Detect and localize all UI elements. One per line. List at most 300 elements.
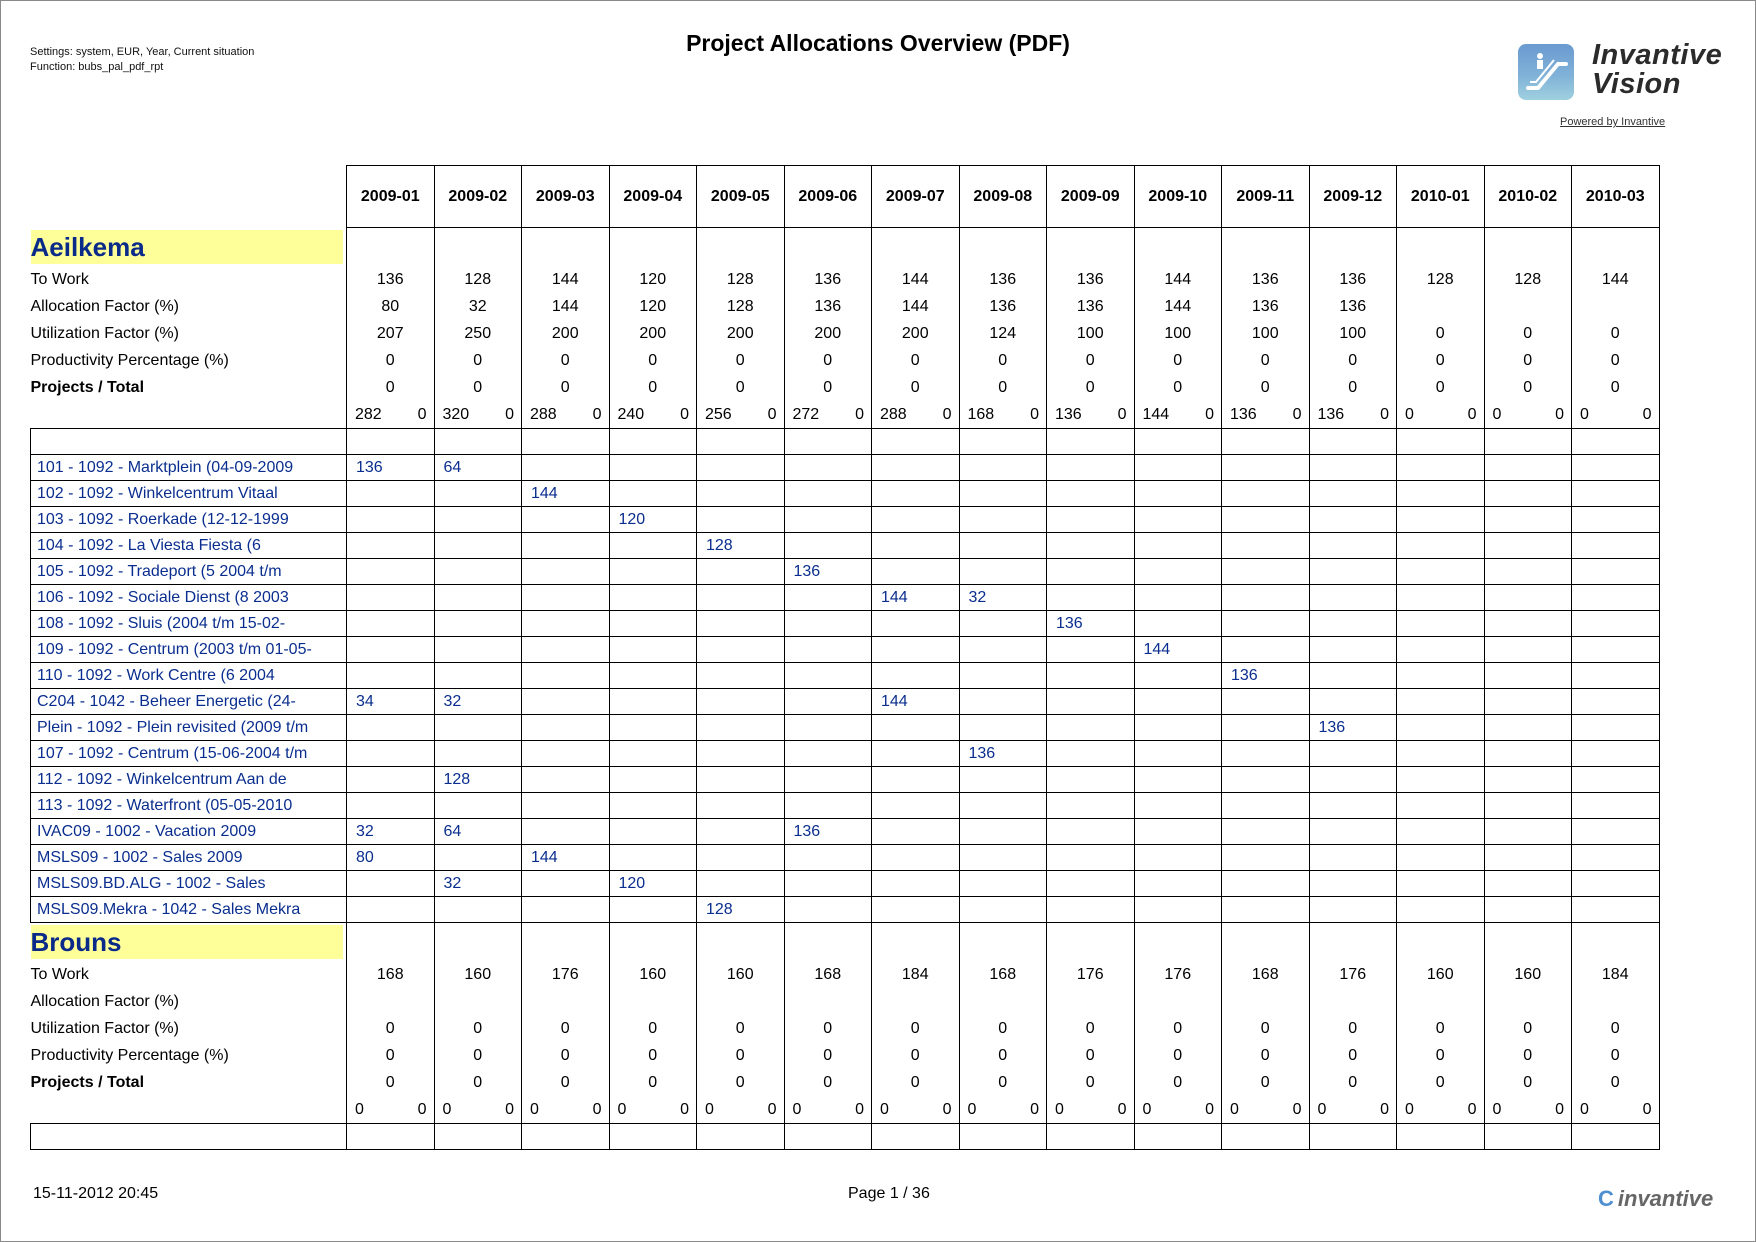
metric-value: 120 (639, 271, 667, 288)
metric-value: 100 (1251, 325, 1279, 342)
allocation-value (522, 533, 610, 559)
metric-value: 136 (1339, 298, 1367, 315)
allocation-value (609, 481, 697, 507)
project-label[interactable]: 113 - 1092 - Waterfront (05-05-2010 (31, 793, 347, 819)
allocation-value (1134, 897, 1222, 923)
project-row[interactable] (31, 663, 1660, 689)
allocation-value (1484, 663, 1572, 689)
metric-value: 0 (560, 1020, 570, 1037)
total-hours: 136 (1055, 406, 1082, 423)
project-label[interactable]: 103 - 1092 - Roerkade (12-12-1999 (31, 507, 347, 533)
metric-value: 0 (560, 1047, 570, 1064)
empty-cell (1309, 1124, 1397, 1150)
metric-labels (31, 264, 347, 401)
metric-value: 200 (901, 325, 929, 342)
project-row[interactable] (31, 455, 1660, 481)
total-hours: 0 (1142, 1101, 1152, 1118)
allocation-value (1397, 533, 1485, 559)
allocation-value (1572, 481, 1660, 507)
metric-values-cell (697, 923, 785, 1124)
month-header: 2009-12 (1309, 166, 1397, 228)
allocation-value (1309, 585, 1397, 611)
total-other: 0 (855, 1101, 864, 1118)
allocation-value (1134, 533, 1222, 559)
allocation-value (872, 637, 960, 663)
allocation-value: 128 (434, 767, 522, 793)
total-pair (435, 401, 522, 428)
total-hours: 0 (1580, 1101, 1589, 1118)
allocation-value (347, 871, 435, 897)
metric-value (1397, 988, 1484, 1015)
metric-value: 0 (1523, 1047, 1533, 1064)
allocation-value (1047, 845, 1135, 871)
metric-value: 160 (1514, 966, 1542, 983)
allocation-value (1047, 793, 1135, 819)
allocation-value (1484, 767, 1572, 793)
metric-values-cell (347, 923, 435, 1124)
project-row[interactable] (31, 897, 1660, 923)
allocation-value (1484, 715, 1572, 741)
allocation-value: 32 (434, 871, 522, 897)
metric-value: 144 (551, 298, 579, 315)
metric-value: 200 (551, 325, 579, 342)
project-label[interactable]: 106 - 1092 - Sociale Dienst (8 2003 (31, 585, 347, 611)
metric-value (1135, 988, 1222, 1015)
project-label[interactable]: 105 - 1092 - Tradeport (5 2004 t/m (31, 559, 347, 585)
metric-value: 0 (1260, 1047, 1270, 1064)
metric-value: 0 (1523, 1020, 1533, 1037)
allocation-value (434, 793, 522, 819)
month-header: 2010-03 (1572, 166, 1660, 228)
allocation-value (697, 819, 785, 845)
project-row[interactable] (31, 819, 1660, 845)
empty-cell (784, 429, 872, 455)
allocation-value (1047, 871, 1135, 897)
allocation-value (959, 793, 1047, 819)
allocation-value (522, 793, 610, 819)
metric-value: 0 (1173, 1020, 1183, 1037)
allocation-value (347, 637, 435, 663)
metric-value: 0 (1610, 1074, 1620, 1091)
allocation-value: 144 (1134, 637, 1222, 663)
metric-value (1222, 988, 1309, 1015)
metric-value: 0 (998, 352, 1008, 369)
allocation-value (784, 481, 872, 507)
metric-values-cell (434, 228, 522, 429)
metric-values (1222, 228, 1309, 428)
allocation-value (522, 507, 610, 533)
allocation-value (1134, 585, 1222, 611)
metric-value: 0 (1173, 352, 1183, 369)
project-row[interactable] (31, 481, 1660, 507)
allocation-value (872, 715, 960, 741)
allocation-value (697, 715, 785, 741)
metric-value: 0 (1260, 379, 1270, 396)
metric-value (1397, 293, 1484, 320)
allocation-value (697, 455, 785, 481)
allocation-value (1397, 871, 1485, 897)
logo-wordmark: Invantive Vision (1592, 39, 1723, 100)
empty-cell (1572, 1124, 1660, 1150)
allocation-value (872, 767, 960, 793)
total-pair (1135, 401, 1222, 428)
allocation-value (1134, 455, 1222, 481)
total-other: 0 (1030, 1101, 1039, 1118)
metric-values-cell (347, 228, 435, 429)
metric-value: 124 (989, 325, 1017, 342)
metric-value: 0 (1523, 379, 1533, 396)
metric-value: 0 (1610, 352, 1620, 369)
metric-value: 200 (814, 325, 842, 342)
project-label[interactable]: C204 - 1042 - Beheer Energetic (24- (31, 689, 347, 715)
allocation-value (784, 689, 872, 715)
metric-value: 0 (998, 1020, 1008, 1037)
project-row[interactable] (31, 741, 1660, 767)
allocation-value (522, 585, 610, 611)
metric-values (610, 923, 697, 1123)
allocation-value (1397, 741, 1485, 767)
allocation-value: 144 (522, 845, 610, 871)
allocation-value (1572, 507, 1660, 533)
metric-value: 0 (385, 352, 395, 369)
project-label[interactable]: 109 - 1092 - Centrum (2003 t/m 01-05- (31, 637, 347, 663)
total-hours: 168 (967, 406, 995, 423)
allocation-value (1397, 715, 1485, 741)
allocation-value (1484, 819, 1572, 845)
metric-values-cell (959, 228, 1047, 429)
allocation-value (872, 507, 960, 533)
metric-value: 128 (1514, 271, 1542, 288)
metric-value: 0 (1260, 352, 1270, 369)
empty-cell (1397, 429, 1485, 455)
project-row[interactable] (31, 611, 1660, 637)
project-row[interactable] (31, 871, 1660, 897)
allocation-value (522, 689, 610, 715)
month-header: 2009-07 (872, 166, 960, 228)
allocation-value (609, 637, 697, 663)
empty-cell (1309, 429, 1397, 455)
allocation-value (434, 585, 522, 611)
allocation-value (347, 793, 435, 819)
allocation-value (1572, 533, 1660, 559)
metric-value: 0 (473, 379, 483, 396)
metric-value: 0 (385, 1074, 395, 1091)
project-row[interactable] (31, 533, 1660, 559)
total-other: 0 (942, 1101, 952, 1118)
allocation-value: 32 (434, 689, 522, 715)
metric-value: 176 (551, 966, 579, 983)
allocation-value (1134, 741, 1222, 767)
metric-values-cell (872, 923, 960, 1124)
allocation-value (347, 897, 435, 923)
metric-value: 128 (726, 298, 754, 315)
month-header: 2009-05 (697, 166, 785, 228)
project-label[interactable]: MSLS09.Mekra - 1042 - Sales Mekra (31, 897, 347, 923)
allocation-value (1309, 897, 1397, 923)
allocation-value (784, 533, 872, 559)
metric-values-cell (784, 923, 872, 1124)
metric-value: 0 (560, 1074, 570, 1091)
total-pair (610, 1096, 697, 1123)
allocation-value (1222, 507, 1310, 533)
allocation-value (1134, 611, 1222, 637)
allocation-value (1484, 689, 1572, 715)
escalator-icon (1518, 44, 1574, 100)
project-row[interactable] (31, 507, 1660, 533)
total-pair (960, 1096, 1047, 1123)
allocation-value (872, 793, 960, 819)
invantive-vision-logo (1518, 39, 1727, 100)
allocation-value (347, 767, 435, 793)
metric-label: To Work (30, 270, 89, 288)
project-label[interactable]: 107 - 1092 - Centrum (15-06-2004 t/m (31, 741, 347, 767)
allocation-value (522, 611, 610, 637)
allocation-value (1222, 455, 1310, 481)
metric-values-cell (1397, 228, 1485, 429)
total-pair (785, 1096, 872, 1123)
total-other: 0 (592, 406, 602, 423)
total-other: 0 (1380, 406, 1389, 423)
project-row[interactable] (31, 689, 1660, 715)
allocation-value (1572, 689, 1660, 715)
allocation-value (1397, 819, 1485, 845)
metric-value: 0 (648, 379, 658, 396)
metric-label: Productivity Percentage (%) (30, 1047, 229, 1064)
total-hours: 0 (880, 1101, 889, 1118)
metric-values-cell (1309, 923, 1397, 1124)
metric-values-cell (1572, 923, 1660, 1124)
allocation-value (872, 845, 960, 871)
allocation-value (872, 455, 960, 481)
allocation-value (1222, 611, 1310, 637)
metric-label: To Work (30, 966, 89, 983)
allocation-value (872, 611, 960, 637)
allocation-value (872, 559, 960, 585)
metric-value: 176 (1339, 966, 1367, 983)
project-label[interactable]: 102 - 1092 - Winkelcentrum Vitaal (31, 481, 347, 507)
metric-value: 168 (1251, 966, 1279, 983)
project-label[interactable]: 108 - 1092 - Sluis (2004 t/m 15-02- (31, 611, 347, 637)
metric-values (872, 228, 959, 428)
allocation-value (697, 689, 785, 715)
empty-cell (1134, 1124, 1222, 1150)
project-label[interactable]: MSLS09.BD.ALG - 1002 - Sales (31, 871, 347, 897)
total-pair (1485, 401, 1572, 428)
metric-value: 100 (1339, 325, 1367, 342)
total-pair (697, 1096, 784, 1123)
empty-cell (697, 1124, 785, 1150)
metric-value: 168 (814, 966, 842, 983)
allocation-value (1222, 897, 1310, 923)
empty-cell (434, 1124, 522, 1150)
project-label[interactable]: 101 - 1092 - Marktplein (04-09-2009 (31, 455, 347, 481)
allocation-value: 32 (959, 585, 1047, 611)
allocation-value: 80 (347, 845, 435, 871)
empty-cell (1222, 429, 1310, 455)
refresh-icon: C (1598, 1186, 1614, 1211)
metric-value: 0 (1435, 325, 1445, 342)
allocation-value (609, 533, 697, 559)
spacer-row (31, 1124, 1660, 1150)
allocation-value (697, 741, 785, 767)
metric-values (1135, 923, 1222, 1123)
allocation-value (1572, 819, 1660, 845)
metric-value: 0 (1610, 379, 1620, 396)
metric-value: 0 (1348, 1020, 1358, 1037)
allocation-value (1047, 455, 1135, 481)
allocation-value (1047, 663, 1135, 689)
allocation-value (959, 871, 1047, 897)
powered-by-link[interactable]: Powered by Invantive (1560, 116, 1666, 128)
total-other: 0 (767, 406, 777, 423)
metric-value: 0 (1348, 352, 1358, 369)
metric-values (1485, 923, 1572, 1123)
allocation-value (522, 897, 610, 923)
total-hours: 0 (1230, 1101, 1239, 1118)
total-hours: 0 (617, 1101, 627, 1118)
total-hours: 320 (442, 406, 470, 423)
project-label[interactable]: 110 - 1092 - Work Centre (6 2004 (31, 663, 347, 689)
allocation-value: 136 (784, 819, 872, 845)
allocations-table (30, 165, 1660, 1150)
allocation-value (1047, 585, 1135, 611)
metric-value: 136 (814, 298, 842, 315)
allocation-value (1047, 689, 1135, 715)
project-row[interactable] (31, 767, 1660, 793)
metric-value: 0 (1523, 325, 1533, 342)
allocation-value (347, 481, 435, 507)
allocation-value (697, 871, 785, 897)
allocation-value: 136 (1047, 611, 1135, 637)
metric-value: 0 (385, 1047, 395, 1064)
metric-value: 176 (1164, 966, 1192, 983)
allocation-value (1134, 819, 1222, 845)
allocation-value (1309, 611, 1397, 637)
total-other: 0 (942, 406, 952, 423)
allocation-value (697, 611, 785, 637)
metric-value: 0 (735, 352, 745, 369)
total-hours: 0 (1317, 1101, 1327, 1118)
allocation-value (1572, 455, 1660, 481)
metric-value: 0 (1260, 1074, 1270, 1091)
metric-value: 0 (910, 1074, 920, 1091)
project-row[interactable] (31, 559, 1660, 585)
allocation-value (347, 741, 435, 767)
allocation-value (347, 585, 435, 611)
project-row[interactable] (31, 585, 1660, 611)
total-other: 0 (1467, 406, 1477, 423)
total-other: 0 (1642, 406, 1652, 423)
project-label[interactable]: Plein - 1092 - Plein revisited (2009 t/m (31, 715, 347, 741)
allocation-value (1397, 637, 1485, 663)
metric-values (697, 228, 784, 428)
total-other: 0 (1642, 1101, 1652, 1118)
metric-value: 0 (823, 379, 833, 396)
metric-values-cell (1222, 228, 1310, 429)
total-pair (522, 401, 609, 428)
allocation-value (1572, 871, 1660, 897)
total-other: 0 (1292, 1101, 1302, 1118)
metric-value: 0 (1348, 1047, 1358, 1064)
allocation-value (959, 455, 1047, 481)
project-label[interactable]: IVAC09 - 1002 - Vacation 2009 (31, 819, 347, 845)
empty-cell (784, 1124, 872, 1150)
allocation-value (1309, 455, 1397, 481)
empty-cell (959, 429, 1047, 455)
metric-value: 0 (560, 352, 570, 369)
metric-values (1135, 228, 1222, 428)
metric-label: Projects / Total (30, 378, 145, 396)
metric-value: 128 (464, 271, 492, 288)
allocation-value (1572, 611, 1660, 637)
metric-value: 0 (735, 1047, 745, 1064)
allocation-value (872, 897, 960, 923)
metric-value: 136 (1076, 298, 1104, 315)
allocation-value (784, 585, 872, 611)
total-other: 0 (680, 1101, 689, 1118)
project-row[interactable] (31, 793, 1660, 819)
metric-value: 0 (1085, 1047, 1095, 1064)
metric-values (1310, 228, 1397, 428)
total-pair (1310, 401, 1397, 428)
allocation-value (872, 819, 960, 845)
metric-value: 144 (551, 271, 579, 288)
allocation-value (347, 715, 435, 741)
allocation-value (1047, 819, 1135, 845)
metric-value: 0 (910, 352, 920, 369)
project-label[interactable]: 112 - 1092 - Winkelcentrum Aan de (31, 767, 347, 793)
project-row[interactable] (31, 845, 1660, 871)
metric-value: 120 (639, 298, 667, 315)
metric-value: 207 (376, 325, 404, 342)
empty-cell (1047, 1124, 1135, 1150)
metric-value: 184 (901, 966, 929, 983)
metric-value: 0 (1348, 1074, 1358, 1091)
allocation-value (872, 481, 960, 507)
metric-values-cell (434, 923, 522, 1124)
metric-value: 0 (648, 1020, 658, 1037)
allocation-value (1484, 845, 1572, 871)
allocation-value (1134, 481, 1222, 507)
metric-value: 0 (1173, 379, 1183, 396)
metric-value: 0 (648, 352, 658, 369)
project-row[interactable] (31, 715, 1660, 741)
metric-value (872, 988, 959, 1015)
project-label[interactable]: 104 - 1092 - La Viesta Fiesta (6 (31, 533, 347, 559)
allocation-value (1309, 845, 1397, 871)
allocation-value (609, 741, 697, 767)
metric-value: 0 (648, 1047, 658, 1064)
metric-value: 144 (901, 271, 929, 288)
month-header: 2009-11 (1222, 166, 1310, 228)
project-row[interactable] (31, 637, 1660, 663)
metric-value: 0 (1085, 379, 1095, 396)
allocation-value (1222, 637, 1310, 663)
allocation-value (1309, 559, 1397, 585)
allocation-value (434, 741, 522, 767)
empty-cell (1484, 1124, 1572, 1150)
total-other: 0 (1292, 406, 1302, 423)
project-label[interactable]: MSLS09 - 1002 - Sales 2009 (31, 845, 347, 871)
allocation-value (697, 481, 785, 507)
allocation-value (434, 663, 522, 689)
allocation-value (1309, 637, 1397, 663)
allocation-value (347, 559, 435, 585)
total-other: 0 (1467, 1101, 1477, 1118)
metric-value: 0 (910, 1047, 920, 1064)
empty-cell (31, 1124, 347, 1150)
allocation-value (522, 455, 610, 481)
